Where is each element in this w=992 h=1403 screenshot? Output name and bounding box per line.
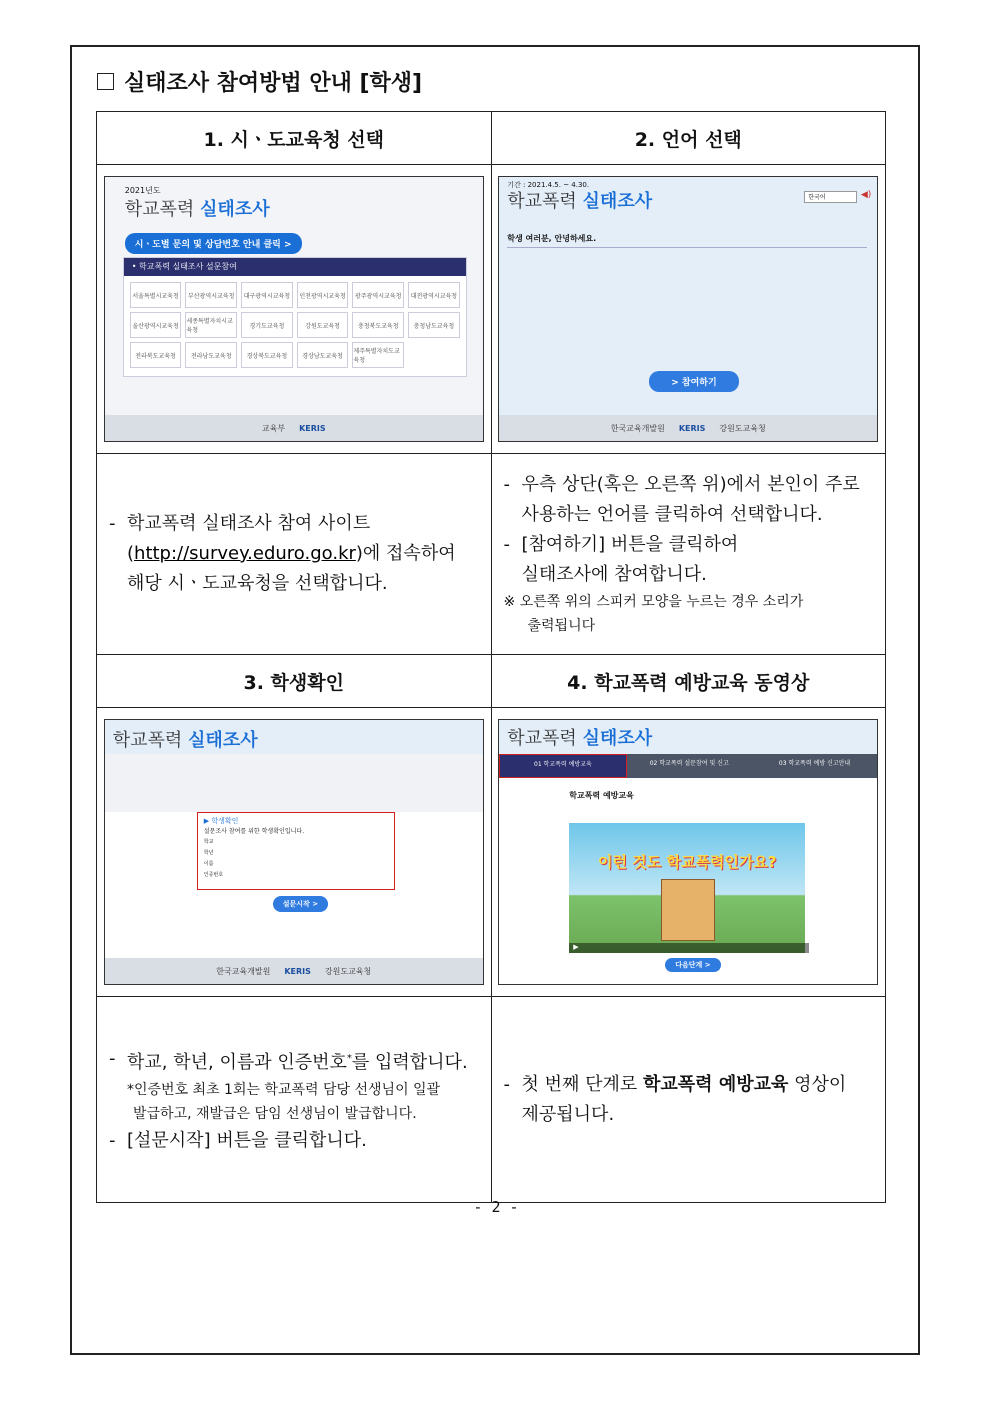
shot-title: 학교폭력 실태조사 — [507, 191, 653, 212]
step4-screenshot: 학교폭력 실태조사 01 학교폭력 예방교육 02 학교폭력 설문참여 및 신고 03 학교폭력 예방 신고안내 학교폭력 예방교육 이런 것도 학교폭력인가요? ▶ 다음단계 > — [498, 719, 878, 985]
step1-screenshot: 2021년도 학교폭력 실태조사 시ㆍ도별 문의 및 상담번호 안내 클릭 > • 학교폭력 실태조사 설문참여 서울특별시교육청 부산광역시교육청 대구광역시교육청 인천광역시교육청 광주광역시교육청 대전광역시교육청 울산광역시교육청 세종특별자치시교육청 경기도교육청 강원도교육청 충청북도교육청 충청남도교육청 전라북도교육청 전라남도교육청 경상북도교육청 경상남도교육청 제주특별자치도교육청 교육부 KERIS — [104, 176, 484, 442]
office-cell: 전라북도교육청 — [130, 342, 182, 368]
education-video: 이런 것도 학교폭력인가요? ▶ — [569, 823, 805, 953]
step3-screenshot-cell — [97, 708, 492, 997]
step2-description: - 우측 상단(혹은 오른쪽 위)에서 본인이 주로 사용하는 언어를 클릭하여 선택합니다. - [참여하기] 버튼을 클릭하여 실태조사에 참여합니다. ※ 오른쪽 위의 스피커 모양을 누르는 경우 소리가 출력됩니다 — [491, 454, 886, 655]
step1-header: 1. 시ㆍ도교육청 선택 — [97, 112, 492, 165]
step4-description: - 첫 번째 단계로 학교폭력 예방교육 영상이 제공됩니다. — [491, 997, 886, 1203]
survey-site-link[interactable]: http://survey.eduro.go.kr — [134, 543, 356, 564]
office-cell: 경기도교육청 — [241, 312, 293, 338]
office-cell: 충청남도교육청 — [408, 312, 460, 338]
checkbox-square-icon — [97, 73, 114, 90]
step3-screenshot — [104, 719, 484, 985]
step1-screenshot-cell — [97, 165, 492, 454]
language-select: 한국어 — [804, 191, 857, 203]
step2-screenshot-cell — [491, 165, 886, 454]
participate-button: > 참여하기 — [649, 371, 738, 392]
step4-screenshot-cell — [491, 708, 886, 997]
education-office-grid: • 학교폭력 실태조사 설문참여 서울특별시교육청 부산광역시교육청 대구광역시교육청 인천광역시교육청 광주광역시교육청 대전광역시교육청 울산광역시교육청 세종특별자치시교육청 경기도교육청 강원도교육청 충청북도교육청 충청남도교육청 전라북도교육청 전라남도교육청 경상북도교육청 경상남도교육청 제주특별자치도교육청 — [123, 257, 467, 377]
tab-survey: 02 학교폭력 설문참여 및 신고 — [649, 760, 729, 767]
step1-description: - 학교폭력 실태조사 참여 사이트 (http://survey.eduro.go.kr)에 접속하여 해당 시ㆍ도교육청을 선택합니다. — [97, 454, 492, 655]
office-cell: 경상북도교육청 — [241, 342, 293, 368]
shot-footer: 한국교육개발원 KERIS 강원도교육청 — [105, 958, 483, 984]
step2-header: 2. 언어 선택 — [491, 112, 886, 165]
shot-footer: 한국교육개발원 KERIS 강원도교육청 — [499, 415, 877, 441]
office-cell: 서울특별시교육청 — [130, 282, 182, 308]
steps-table — [96, 111, 886, 1203]
office-cell: 울산광역시교육청 — [130, 312, 182, 338]
tab-prevention-education: 01 학교폭력 예방교육 — [499, 754, 626, 778]
tab-report: 03 학교폭력 예방 신고안내 — [778, 760, 851, 767]
office-cell: 광주광역시교육청 — [352, 282, 404, 308]
office-cell: 대구광역시교육청 — [241, 282, 293, 308]
office-cell: 강원도교육청 — [297, 312, 349, 338]
page-title: 실태조사 참여방법 안내 [학생] — [97, 66, 422, 97]
school-illustration — [661, 879, 715, 941]
step2-screenshot: 기간 : 2021.4.5. ~ 4.30. 학교폭력 실태조사 한국어 ◀) 학생 여러분, 안녕하세요. > 참여하기 한국교육개발원 KERIS 강원도교육청 — [498, 176, 878, 442]
shot-title: 학교폭력 실태조사 — [507, 728, 653, 749]
region-contact-pill: 시ㆍ도별 문의 및 상담번호 안내 클릭 > — [125, 233, 302, 254]
step-tabs — [499, 754, 877, 778]
shot-title: 학교폭력 실태조사 — [112, 730, 258, 751]
office-cell: 제주특별자치도교육청 — [352, 342, 404, 368]
office-cell: 세종특별자치시교육청 — [185, 312, 237, 338]
step4-header: 4. 학교폭력 예방교육 동영상 — [491, 655, 886, 708]
next-step-button: 다음단계 > — [665, 958, 720, 972]
office-cell: 인천광역시교육청 — [297, 282, 349, 308]
play-icon: ▶ — [569, 943, 809, 953]
start-survey-button: 설문시작 > — [273, 896, 328, 912]
office-cell: 충청북도교육청 — [352, 312, 404, 338]
office-cell: 경상남도교육청 — [297, 342, 349, 368]
office-cell: 대전광역시교육청 — [408, 282, 460, 308]
student-verify-box: ▶ 학생확인 설문조사 참여를 위한 학생확인입니다. 학교 학년 이름 인증번호 — [197, 812, 395, 890]
step3-header: 3. 학생확인 — [97, 655, 492, 708]
office-cell: 전라남도교육청 — [185, 342, 237, 368]
shot-title: 학교폭력 실태조사 — [124, 199, 270, 220]
speaker-icon: ◀) — [860, 190, 872, 200]
office-cell: 부산광역시교육청 — [185, 282, 237, 308]
page-number: - 2 - — [473, 1198, 519, 1216]
step3-description: - 학교, 학년, 이름과 인증번호*를 입력합니다. *인증번호 최초 1회는 학교폭력 담당 선생님이 일괄 발급하고, 재발급은 담임 선생님이 발급합니다. - [설문시작] 버튼을 클릭합니다. — [97, 997, 492, 1203]
shot-footer: 교육부 KERIS — [105, 415, 483, 441]
